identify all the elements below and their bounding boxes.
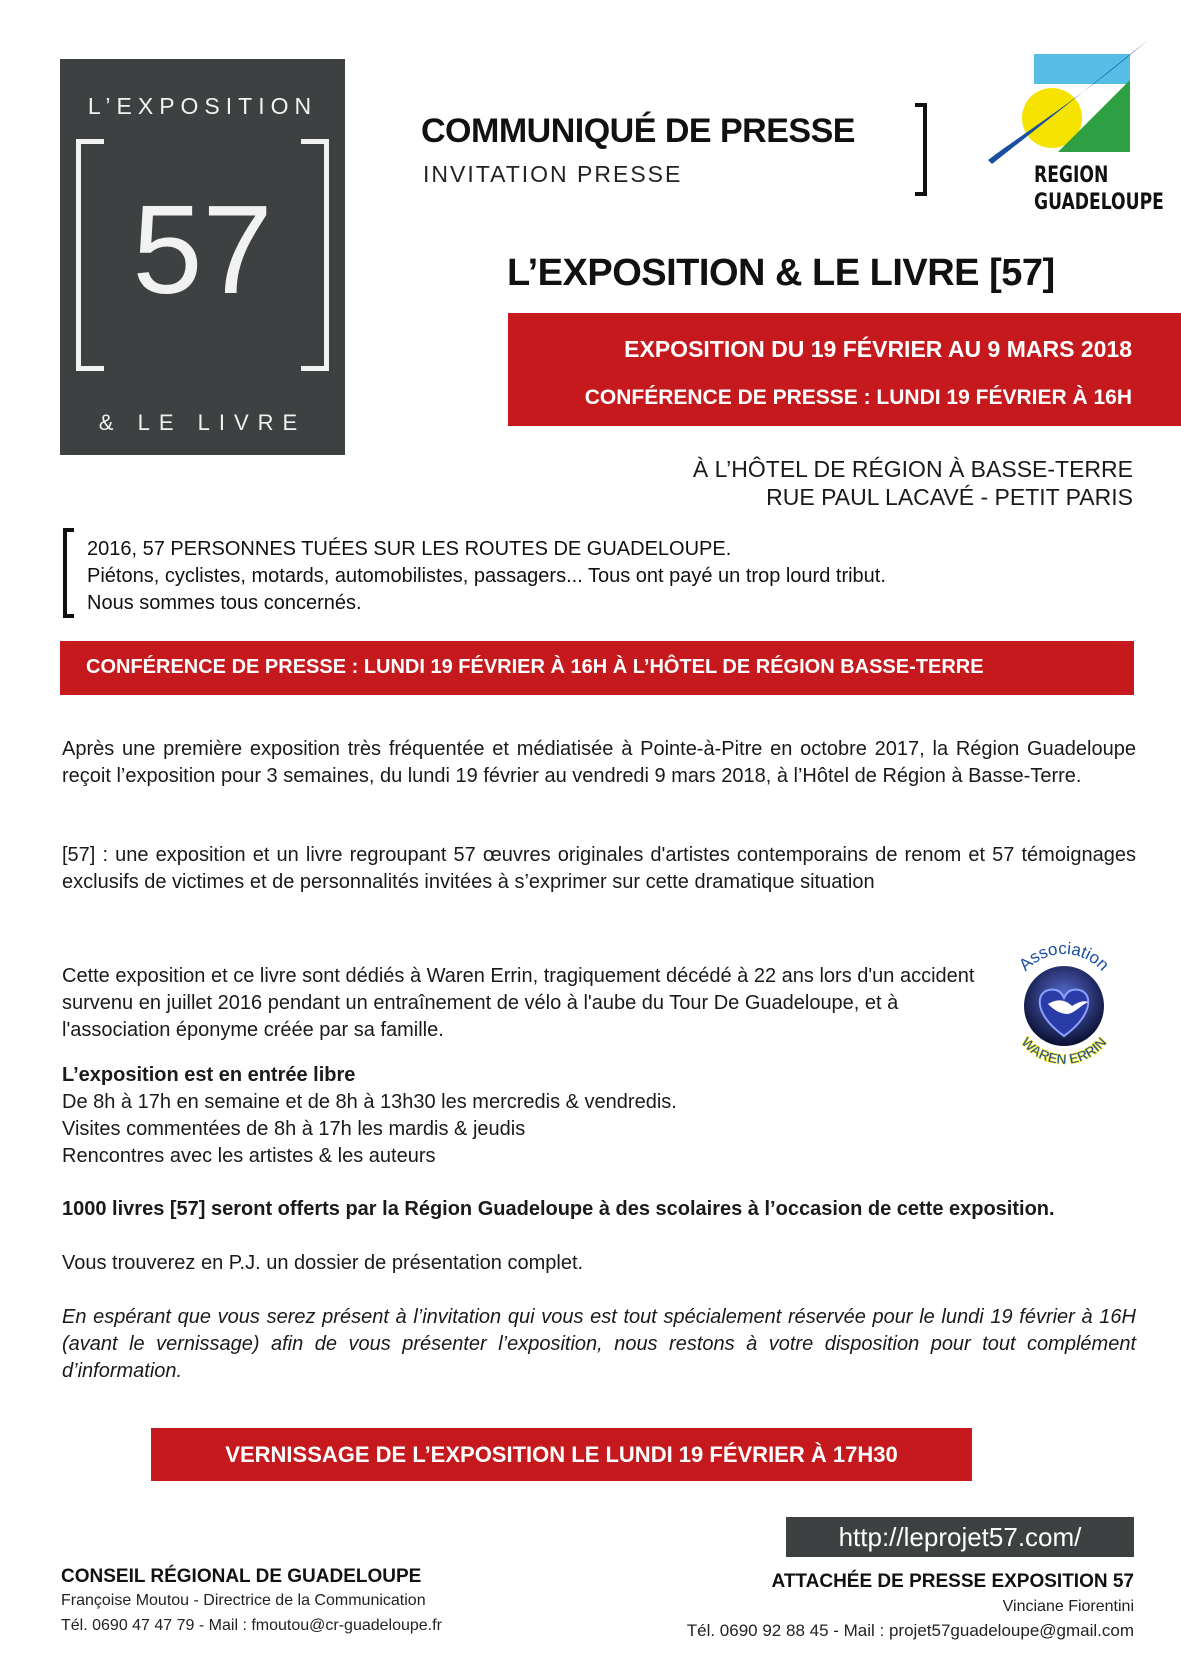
artist-meetings: Rencontres avec les artistes & les auteurs [62, 1145, 436, 1167]
body-paragraph-2: [57] : une exposition et un livre regroupant 57 œuvres originales d'artistes contemporains de renom et 57 témoignages exclusifs de victimes et de personnalités invitées à s’exprimer sur cette dramatique situation [62, 844, 1136, 893]
conference-banner-text: CONFÉRENCE DE PRESSE : LUNDI 19 FÉVRIER À 16H À L’HÔTEL DE RÉGION BASSE-TERRE [86, 656, 984, 678]
logo-sky [1034, 54, 1130, 84]
waren-errin-association-badge [1000, 940, 1128, 1070]
free-entry-heading: L’exposition est en entrée libre [62, 1064, 356, 1086]
body-paragraph-1: Après une première exposition très fréquentée et médiatisée à Pointe-à-Pitre en octobre 2017, la Région Guadeloupe reçoit l’exposition pour 3 semaines, du lundi 19 février au vendredi 9 mars 2018, à l’Hôtel de Région à Basse-Terre. [62, 738, 1136, 787]
logo-bottom-text: & LE LIVRE [98, 410, 307, 435]
badge-bottom-text: WAREN ERRIN [1018, 1033, 1110, 1068]
header-bracket [915, 103, 927, 196]
region-logo-line1: REGION [1034, 163, 1109, 188]
badge-top-text: Association [1015, 940, 1113, 975]
website-link-box[interactable] [786, 1517, 1134, 1557]
conference-banner [60, 641, 1134, 695]
body-paragraph-3: Cette exposition et ce livre sont dédiés à Waren Errin, tragiquement décédé à 22 ans lors d'un accident survenu en juillet 2016 pendant un entraînement de vélo à l'aube du Tour De Guadeloupe, et à l'association éponyme créée par sa famille. [62, 965, 975, 1041]
exposition-57-logo [60, 59, 345, 455]
closing-paragraph: En espérant que vous serez présent à l’invitation qui vous est tout spécialement réservée pour le lundi 19 février à 16H (avant le vernissage) afin de vous présenter l’exposition, nous restons à votre disposition pour tout complément d’information. [62, 1306, 1136, 1382]
quote-bracket [63, 528, 74, 618]
vernissage-text: VERNISSAGE DE L’EXPOSITION LE LUNDI 19 FÉVRIER À 17H30 [225, 1442, 898, 1467]
press-conference-date: CONFÉRENCE DE PRESSE : LUNDI 19 FÉVRIER À 16H [584, 386, 1132, 409]
books-offered: 1000 livres [57] seront offerts par la Région Guadeloupe à des scolaires à l’occasion de cette exposition. [62, 1198, 1055, 1220]
venue-line1: À L’HÔTEL DE RÉGION À BASSE-TERRE [692, 456, 1133, 482]
quote-line2: Piétons, cyclistes, motards, automobilistes, passagers... Tous ont payé un trop lourd tribut. [87, 565, 886, 587]
logo-top-text: L’EXPOSITION [87, 93, 318, 119]
venue-line2: RUE PAUL LACAVÉ - PETIT PARIS [766, 484, 1133, 510]
main-title: L’EXPOSITION & LE LIVRE [57] [507, 252, 1055, 294]
region-logo-text [1034, 162, 1164, 216]
quote-line3: Nous sommes tous concernés. [87, 592, 362, 614]
attachment-note: Vous trouverez en P.J. un dossier de présentation complet. [62, 1252, 584, 1274]
press-release-subtitle: INVITATION PRESSE [423, 161, 683, 187]
footer-right-contact-name: Vinciane Fiorentini [1002, 1598, 1134, 1615]
opening-hours: De 8h à 17h en semaine et de 8h à 13h30 les mercredis & vendredis. [62, 1091, 677, 1113]
exhibition-dates: EXPOSITION DU 19 FÉVRIER AU 9 MARS 2018 [624, 336, 1132, 362]
footer-right-contact-details: Tél. 0690 92 88 45 - Mail : projet57guadeloupe@gmail.com [686, 1621, 1134, 1640]
website-link[interactable]: http://leprojet57.com/ [838, 1522, 1082, 1552]
logo-number: 57 [132, 179, 273, 320]
dates-banner [508, 313, 1181, 426]
footer-left-contact-name: Françoise Moutou - Directrice de la Communication [61, 1592, 426, 1609]
footer-left-title: CONSEIL RÉGIONAL DE GUADELOUPE [61, 1566, 422, 1587]
vernissage-banner [151, 1428, 972, 1481]
quote-line1: 2016, 57 PERSONNES TUÉES SUR LES ROUTES DE GUADELOUPE. [87, 538, 732, 560]
footer-right-title: ATTACHÉE DE PRESSE EXPOSITION 57 [771, 1571, 1134, 1592]
guided-tours: Visites commentées de 8h à 17h les mardis & jeudis [62, 1118, 526, 1140]
press-release-title: COMMUNIQUÉ DE PRESSE [421, 112, 855, 150]
footer-left-contact-details: Tél. 0690 47 47 79 - Mail : fmoutou@cr-guadeloupe.fr [61, 1617, 442, 1634]
region-logo-line2: GUADELOUPE [1034, 190, 1164, 215]
